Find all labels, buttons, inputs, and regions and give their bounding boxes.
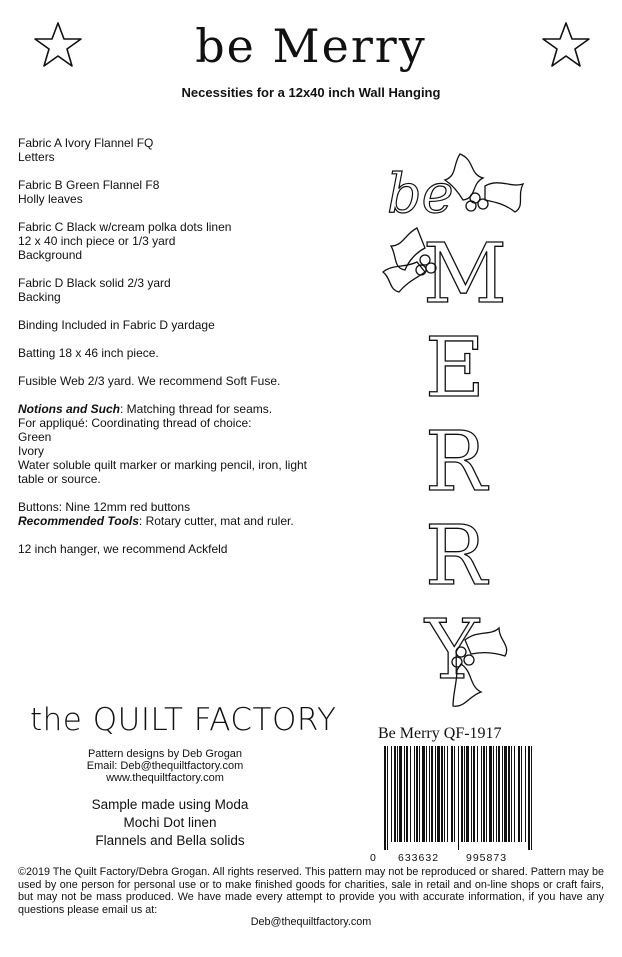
barcode-left-digit: 0 xyxy=(370,852,376,864)
materials-list xyxy=(18,136,338,570)
footer-email: Deb@thequiltfactory.com xyxy=(250,916,372,928)
barcode-group-1: 633632 xyxy=(398,852,440,864)
material-fabric-d: Fabric D Black solid 2/3 yard Backing xyxy=(18,276,171,304)
material-batting: Batting 18 x 46 inch piece. xyxy=(18,346,159,360)
copyright-footer xyxy=(18,866,604,929)
page-subtitle: Necessities for a 12x40 inch Wall Hanging xyxy=(181,85,441,100)
notions-label: Notions and Such xyxy=(18,402,120,416)
copyright-text: ©2019 The Quilt Factory/Debra Grogan. All rights reserved. This pattern may not be reproduced or shared. Pattern may be used by one person for personal use or to make finished goods for charities, sale in retail and on-line shops or craft fairs, but may not be mass produced. We have made every attempt to provide you with accurate information, if you have any questions please email us at: xyxy=(18,866,604,916)
artwork-script-be: be xyxy=(387,162,454,225)
website-line: www.thequiltfactory.com xyxy=(106,772,224,784)
designer-line: Pattern designs by Deb Grogan xyxy=(87,748,243,760)
artwork-letter-e: E xyxy=(425,321,485,416)
brand-logo: the QUILT FACTORY xyxy=(30,702,337,738)
page-title: be Merry xyxy=(195,19,427,73)
barcode xyxy=(384,746,532,850)
barcode-group-2: 995873 xyxy=(466,852,508,864)
notions-section: Notions and Such: Matching thread for seams. For appliqué: Coordinating thread of choice: Green Ivory Water soluble quilt marker or marking pencil, iron, light table or source. xyxy=(18,402,308,486)
sample-note: Sample made using Moda Mochi Dot linen Flannels and Bella solids xyxy=(91,797,249,848)
hanger-note: 12 inch hanger, we recommend Ackfeld xyxy=(18,542,228,556)
material-fabric-c: Fabric C Black w/cream polka dots linen 12 x 40 inch piece or 1/3 yard Background xyxy=(18,220,232,262)
pattern-sku: Be Merry QF-1917 xyxy=(378,725,502,742)
holly-top-icon xyxy=(445,154,523,212)
artwork-letter-r2: R xyxy=(425,509,487,604)
be-merry-artwork xyxy=(365,140,540,720)
tools-label: Recommended Tools xyxy=(18,514,139,528)
material-binding: Binding Included in Fabric D yardage xyxy=(18,318,215,332)
material-fusible-web: Fusible Web 2/3 yard. We recommend Soft Fuse. xyxy=(18,374,281,388)
material-fabric-b: Fabric B Green Flannel F8 Holly leaves xyxy=(18,178,160,206)
material-fabric-a: Fabric A Ivory Flannel FQ Letters xyxy=(18,136,154,164)
contact-info xyxy=(60,748,270,784)
artwork-letter-y: Y xyxy=(425,603,480,698)
buttons-and-tools: Buttons: Nine 12mm red buttons Recommended Tools: Rotary cutter, mat and ruler. xyxy=(18,500,294,528)
email-line: Email: Deb@thequiltfactory.com xyxy=(86,760,244,772)
artwork-letter-r1: R xyxy=(425,415,487,510)
artwork-letter-m: M xyxy=(423,227,507,322)
